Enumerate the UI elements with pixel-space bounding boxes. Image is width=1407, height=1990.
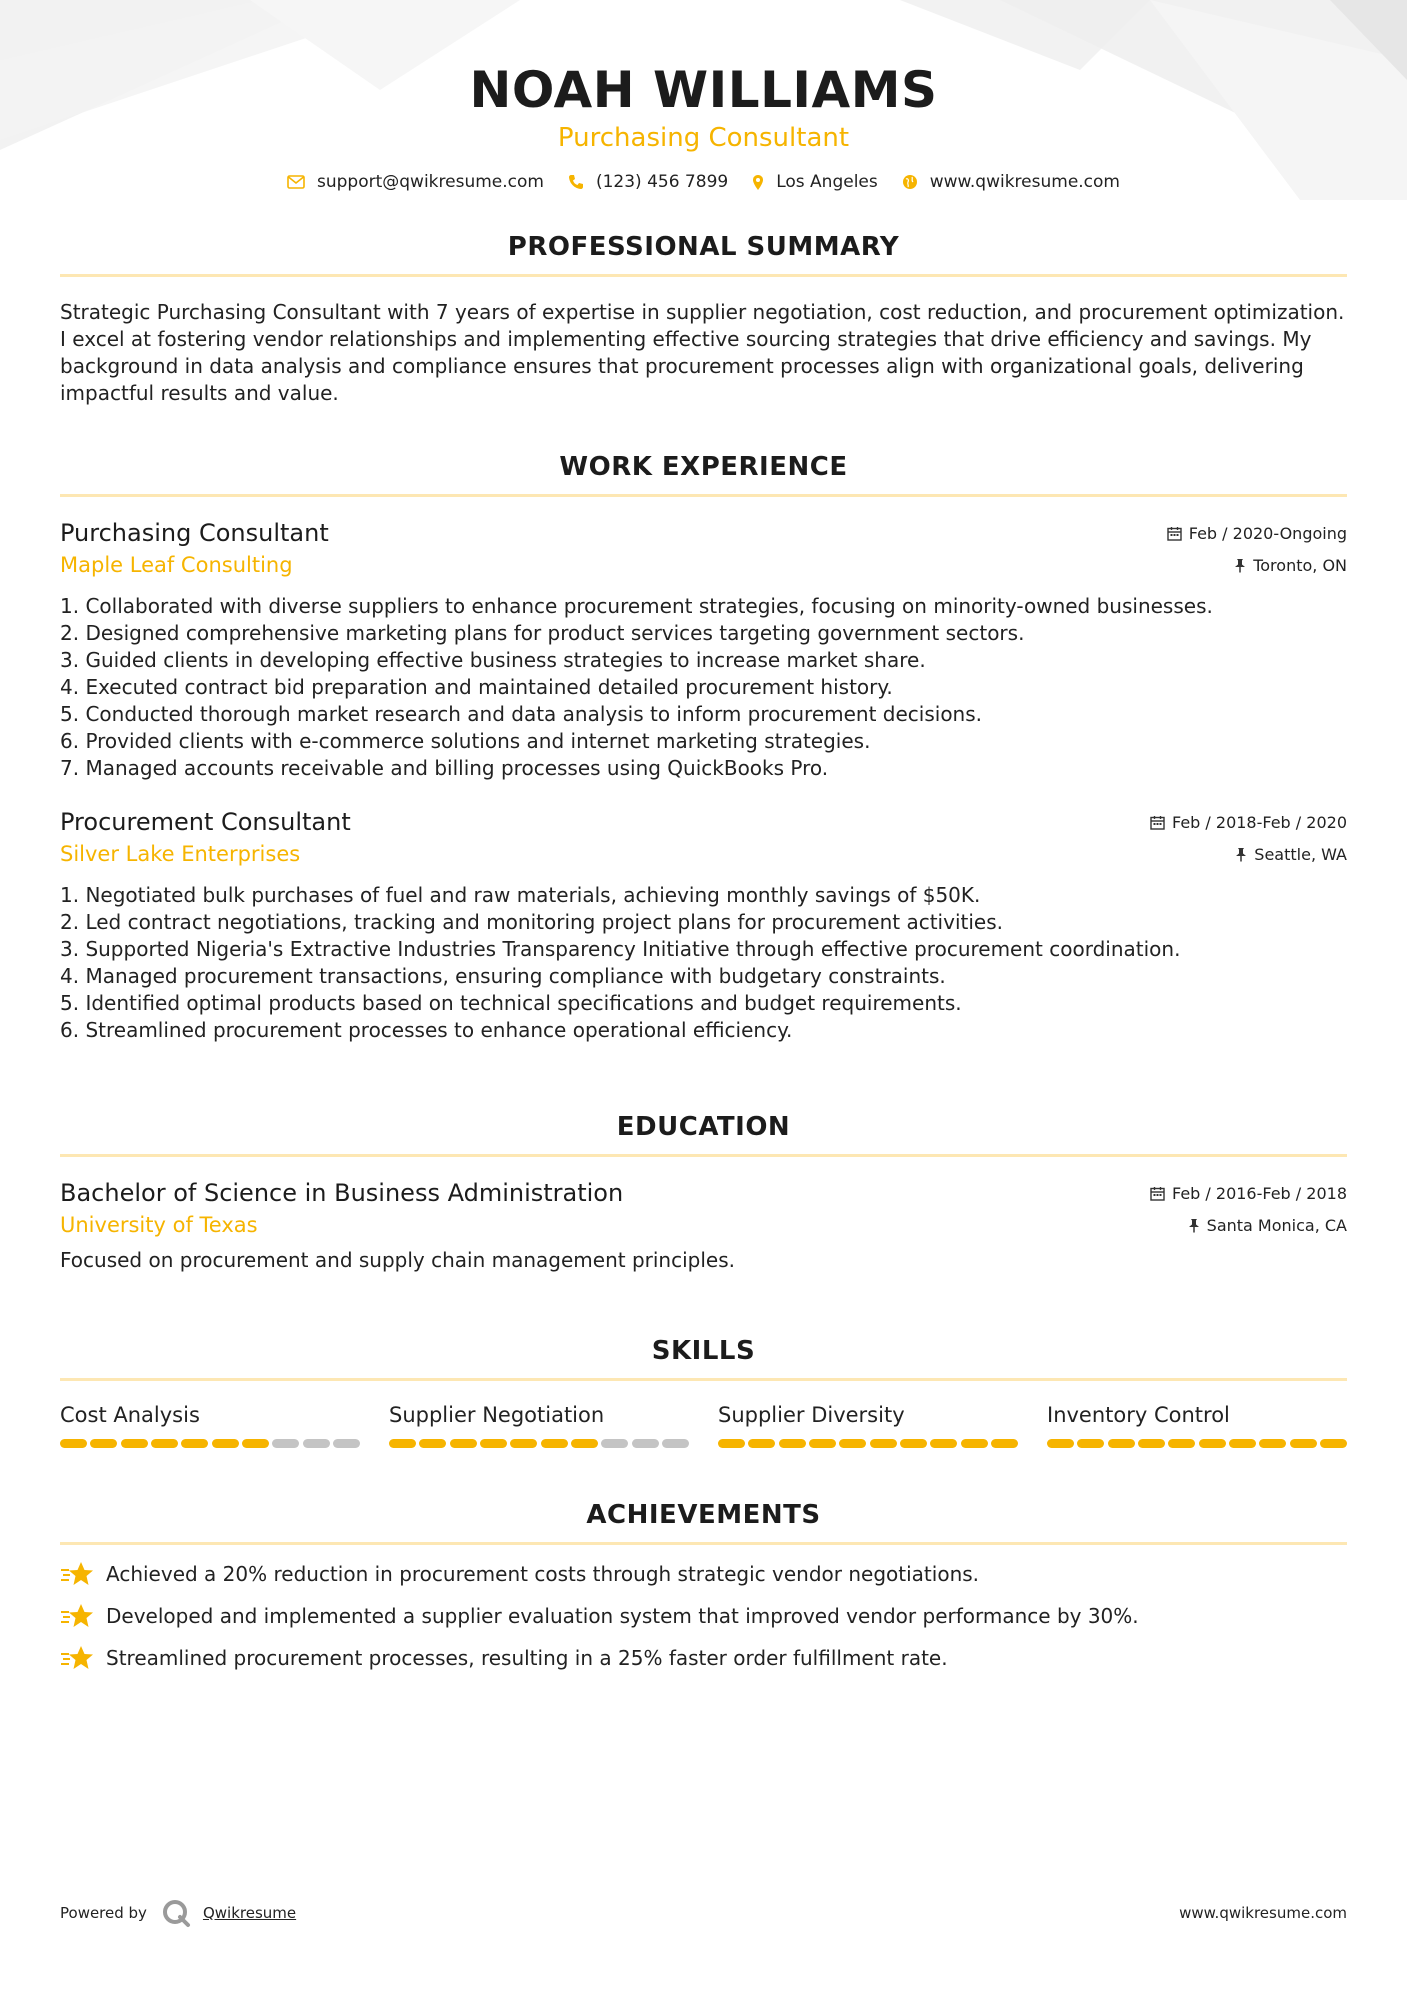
education-entry xyxy=(60,1179,1347,1274)
job-company: Maple Leaf Consulting xyxy=(60,553,293,577)
skill-name: Supplier Diversity xyxy=(718,1403,905,1427)
skill-item xyxy=(389,1403,689,1448)
achievements-divider xyxy=(60,1542,1347,1545)
skill-dot-filled xyxy=(809,1439,836,1448)
skill-dot-empty xyxy=(272,1439,299,1448)
skills-heading: SKILLS xyxy=(651,1336,756,1366)
contact-bar xyxy=(60,172,1347,192)
calendar-icon xyxy=(1150,1186,1165,1201)
globe-icon xyxy=(902,174,918,190)
skill-dot-filled xyxy=(1290,1439,1317,1448)
list-item: 4. Executed contract bid preparation and maintained detailed procurement history. xyxy=(60,675,893,699)
experience-section xyxy=(60,452,1347,1044)
achievement-item xyxy=(60,1645,1347,1671)
contact-email-text: support@qwikresume.com xyxy=(317,172,544,192)
powered-by-label: Powered by xyxy=(60,1904,147,1922)
skill-dot-filled xyxy=(480,1439,507,1448)
footer-website[interactable]: www.qwikresume.com xyxy=(1179,1904,1347,1922)
skill-dot-empty xyxy=(662,1439,689,1448)
contact-location-text: Los Angeles xyxy=(776,172,878,192)
qwikresume-logo-icon xyxy=(161,1898,191,1928)
star-icon xyxy=(60,1561,94,1587)
skill-dot-filled xyxy=(900,1439,927,1448)
education-location-text: Santa Monica, CA xyxy=(1206,1215,1347,1235)
skill-dot-filled xyxy=(90,1439,117,1448)
contact-phone-text: (123) 456 7899 xyxy=(595,172,729,192)
list-item: 3. Guided clients in developing effective business strategies to increase market share. xyxy=(60,648,926,672)
job-location xyxy=(1234,556,1347,575)
skill-dot-filled xyxy=(242,1439,269,1448)
skill-dot-filled xyxy=(389,1439,416,1448)
contact-email[interactable] xyxy=(287,172,544,192)
skill-dot-empty xyxy=(303,1439,330,1448)
degree-title: Bachelor of Science in Business Administration xyxy=(60,1179,624,1207)
skills-divider xyxy=(60,1378,1347,1381)
achievements-heading: ACHIEVEMENTS xyxy=(586,1500,821,1530)
contact-website[interactable] xyxy=(902,172,1120,192)
pushpin-icon xyxy=(1234,558,1246,573)
job-entry xyxy=(60,519,1347,782)
job-responsibilities xyxy=(60,593,1347,782)
skill-dot-filled xyxy=(181,1439,208,1448)
phone-icon xyxy=(568,174,584,190)
job-location-text: Toronto, ON xyxy=(1253,555,1347,575)
list-item: 6. Provided clients with e-commerce solutions and internet marketing strategies. xyxy=(60,729,871,753)
skill-name: Supplier Negotiation xyxy=(389,1403,605,1427)
summary-heading: PROFESSIONAL SUMMARY xyxy=(507,232,900,262)
skill-dot-filled xyxy=(571,1439,598,1448)
list-item: 2. Designed comprehensive marketing plans for product services targeting government sectors. xyxy=(60,621,1025,645)
job-entry xyxy=(60,808,1347,1044)
education-date xyxy=(1150,1184,1347,1203)
envelope-icon xyxy=(287,175,305,189)
job-location-text: Seattle, WA xyxy=(1254,844,1347,864)
list-item: 2. Led contract negotiations, tracking and monitoring project plans for procurement activities. xyxy=(60,910,1003,934)
skill-dot-filled xyxy=(1259,1439,1286,1448)
achievement-item xyxy=(60,1561,1347,1587)
skill-dot-filled xyxy=(419,1439,446,1448)
skill-dot-filled xyxy=(870,1439,897,1448)
skill-dot-filled xyxy=(1077,1439,1104,1448)
education-section xyxy=(60,1112,1347,1274)
skill-dot-filled xyxy=(121,1439,148,1448)
skill-dot-filled xyxy=(151,1439,178,1448)
skill-dot-filled xyxy=(961,1439,988,1448)
skill-item xyxy=(1047,1403,1347,1448)
skill-dot-filled xyxy=(1047,1439,1074,1448)
list-item: 1. Negotiated bulk purchases of fuel and raw materials, achieving monthly savings of $50K. xyxy=(60,883,981,907)
skills-section xyxy=(60,1336,1347,1448)
skill-rating xyxy=(718,1439,1018,1448)
resume-header xyxy=(60,0,1347,192)
skill-dot-filled xyxy=(60,1439,87,1448)
skill-dot-empty xyxy=(601,1439,628,1448)
skill-dot-filled xyxy=(718,1439,745,1448)
candidate-name: NOAH WILLIAMS xyxy=(469,61,938,119)
skill-dot-empty xyxy=(632,1439,659,1448)
calendar-icon xyxy=(1150,815,1165,830)
skill-dot-filled xyxy=(991,1439,1018,1448)
map-pin-icon xyxy=(752,174,764,191)
skill-name: Inventory Control xyxy=(1047,1403,1230,1427)
achievement-text: Developed and implemented a supplier evaluation system that improved vendor performance by 30%. xyxy=(106,1604,1139,1628)
achievement-text: Achieved a 20% reduction in procurement costs through strategic vendor negotiations. xyxy=(106,1562,980,1586)
job-responsibilities xyxy=(60,882,1347,1044)
skill-dot-empty xyxy=(333,1439,360,1448)
summary-divider xyxy=(60,274,1347,277)
education-heading: EDUCATION xyxy=(616,1112,791,1142)
summary-text: Strategic Purchasing Consultant with 7 years of expertise in supplier negotiation, cost reduction, and procurement optimization. I excel at fostering vendor relationships and implementing effective sourcing strategies that drive efficiency and savings. My background in data analysis and compliance ensures that procurement processes align with organizational goals, delivering impactful results and value. xyxy=(60,300,1345,405)
skill-dot-filled xyxy=(450,1439,477,1448)
job-title: Purchasing Consultant xyxy=(60,519,329,547)
skill-item xyxy=(60,1403,360,1448)
skill-dot-filled xyxy=(510,1439,537,1448)
job-title: Procurement Consultant xyxy=(60,808,351,836)
skill-rating xyxy=(60,1439,360,1448)
skill-dot-filled xyxy=(1229,1439,1256,1448)
star-icon xyxy=(60,1645,94,1671)
education-divider xyxy=(60,1154,1347,1157)
summary-section xyxy=(60,232,1347,407)
achievement-item xyxy=(60,1603,1347,1629)
job-date-text: Feb / 2020-Ongoing xyxy=(1188,523,1347,543)
job-location xyxy=(1235,845,1347,864)
skill-name: Cost Analysis xyxy=(60,1403,200,1427)
skill-dot-filled xyxy=(779,1439,806,1448)
skill-dot-filled xyxy=(1108,1439,1135,1448)
skills-list xyxy=(60,1403,1347,1448)
achievements-section xyxy=(60,1500,1347,1671)
pushpin-icon xyxy=(1188,1218,1200,1233)
candidate-role: Purchasing Consultant xyxy=(557,123,850,153)
list-item: 5. Identified optimal products based on technical specifications and budget requirements. xyxy=(60,991,962,1015)
list-item: 1. Collaborated with diverse suppliers to enhance procurement strategies, focusing on minority-owned businesses. xyxy=(60,594,1213,618)
education-description: Focused on procurement and supply chain management principles. xyxy=(60,1248,735,1272)
experience-heading: WORK EXPERIENCE xyxy=(559,452,848,482)
contact-website-text: www.qwikresume.com xyxy=(929,172,1120,192)
pushpin-icon xyxy=(1235,847,1247,862)
skill-dot-filled xyxy=(748,1439,775,1448)
skill-dot-filled xyxy=(212,1439,239,1448)
education-date-text: Feb / 2016-Feb / 2018 xyxy=(1172,1183,1347,1203)
skill-rating xyxy=(389,1439,689,1448)
contact-location xyxy=(752,172,878,192)
school-name: University of Texas xyxy=(60,1213,258,1237)
education-location xyxy=(1188,1216,1347,1235)
job-date-text: Feb / 2018-Feb / 2020 xyxy=(1172,812,1347,832)
skill-item xyxy=(718,1403,1018,1448)
calendar-icon xyxy=(1167,526,1182,541)
skill-dot-filled xyxy=(1320,1439,1347,1448)
job-date xyxy=(1167,524,1347,543)
skill-dot-filled xyxy=(1168,1439,1195,1448)
qwikresume-link[interactable]: Qwikresume xyxy=(202,1904,297,1922)
page-footer xyxy=(60,1898,1347,1928)
job-date xyxy=(1150,813,1347,832)
job-company: Silver Lake Enterprises xyxy=(60,842,301,866)
skill-dot-filled xyxy=(839,1439,866,1448)
skill-dot-filled xyxy=(1199,1439,1226,1448)
list-item: 6. Streamlined procurement processes to enhance operational efficiency. xyxy=(60,1018,793,1042)
contact-phone[interactable] xyxy=(568,172,728,192)
list-item: 5. Conducted thorough market research and data analysis to inform procurement decisions. xyxy=(60,702,983,726)
achievement-text: Streamlined procurement processes, resulting in a 25% faster order fulfillment rate. xyxy=(106,1646,948,1670)
skill-dot-filled xyxy=(930,1439,957,1448)
list-item: 3. Supported Nigeria's Extractive Industries Transparency Initiative through effective procurement coordination. xyxy=(60,937,1181,961)
skill-dot-filled xyxy=(541,1439,568,1448)
star-icon xyxy=(60,1603,94,1629)
skill-rating xyxy=(1047,1439,1347,1448)
experience-divider xyxy=(60,494,1347,497)
skill-dot-filled xyxy=(1138,1439,1165,1448)
list-item: 4. Managed procurement transactions, ensuring compliance with budgetary constraints. xyxy=(60,964,946,988)
list-item: 7. Managed accounts receivable and billing processes using QuickBooks Pro. xyxy=(60,756,829,780)
